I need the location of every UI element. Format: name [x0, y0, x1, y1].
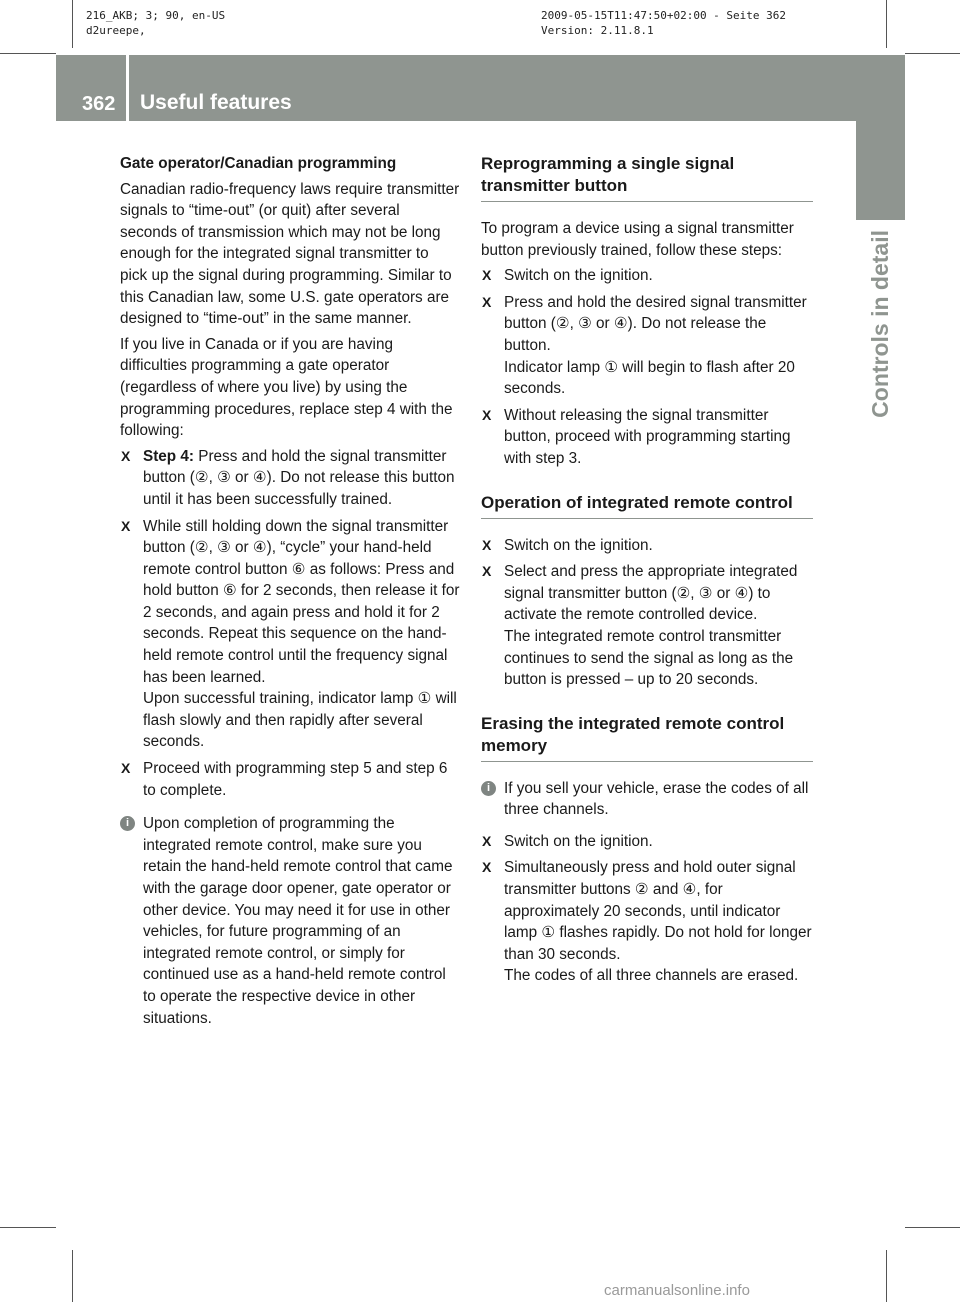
- print-meta-right: [541, 8, 786, 38]
- instruction-item: [481, 405, 813, 470]
- instruction-item: [481, 535, 813, 557]
- instruction-item: [481, 857, 813, 987]
- info-text: If you sell your vehicle, erase the codes of all three channels.: [504, 779, 809, 819]
- instruction-item: [481, 831, 813, 853]
- instruction-item: [120, 446, 460, 511]
- section-heading: Operation of integrated remote control: [481, 492, 813, 519]
- chapter-side-label-text: Controls in detail: [867, 230, 893, 418]
- crop-mark: [0, 53, 56, 54]
- crop-mark: [886, 0, 887, 48]
- side-tab: [856, 120, 905, 220]
- instruction-item: [481, 292, 813, 400]
- crop-mark: [72, 1250, 73, 1302]
- instruction-text: Switch on the ignition.: [504, 536, 653, 554]
- bullet-x-icon: X: [482, 832, 492, 849]
- bullet-x-icon: X: [482, 536, 492, 553]
- crop-mark: [905, 53, 960, 54]
- info-text: Upon completion of programming the integrated remote control, make sure you retain the hand-held remote control that came with the garage door opener, gate operator or other device. You may need it for use in other vehicles, for future programming of an integrated remote control, or simply for continued use as a hand-held remote control to operate the respective device in other situations.: [143, 815, 453, 1027]
- instruction-note: Upon successful training, indicator lamp ① will flash slowly and then rapidly after several seconds.: [143, 690, 457, 751]
- instruction-item: [481, 265, 813, 287]
- instruction-text: Switch on the ignition.: [504, 267, 653, 285]
- print-meta-line: 216_AKB; 3; 90, en-US: [86, 9, 226, 22]
- print-meta-line: d2ureepe,: [86, 24, 146, 37]
- instruction-text: Press and hold the desired signal transmitter button (②, ③ or ④). Do not release the button.: [504, 293, 807, 354]
- instruction-item: [120, 516, 460, 754]
- instruction-text: While still holding down the signal transmitter button (②, ③ or ④), “cycle” your hand-held remote control button ⑥ as follows: Press and hold button ⑥ for 2 seconds, then release it for 2 seconds, and again press and hold it for 2 seconds. Repeat this sequence on the hand-held remote control until the frequency signal has been learned.: [143, 517, 460, 686]
- info-note: [481, 778, 813, 821]
- instruction-text: Proceed with programming step 5 and step 6 to complete.: [143, 760, 448, 799]
- bullet-x-icon: X: [482, 563, 492, 580]
- paragraph: Canadian radio-frequency laws require transmitter signals to “time-out” (or quit) after several seconds of transmission which may not be long enough for the integrated signal transmitter to pick up the signal during programming. Similar to this Canadian law, some U.S. gate operators are designed to “time-out” in the same manner.: [120, 180, 460, 328]
- paragraph: To program a device using a signal transmitter button previously trained, follow these steps:: [481, 220, 794, 259]
- print-meta-line: 2009-05-15T11:47:50+02:00 - Seite 362: [541, 9, 787, 22]
- crop-mark: [886, 1250, 887, 1302]
- crop-mark: [72, 0, 73, 48]
- instruction-text: Simultaneously press and hold outer signal transmitter buttons ② and ④, for approximately 20 seconds, until indicator lamp ① flashes rapidly. Do not hold for longer than 30 seconds.: [504, 859, 812, 963]
- instruction-text: Without releasing the signal transmitter button, proceed with programming starting with step 3.: [504, 406, 791, 467]
- crop-mark: [0, 1227, 56, 1228]
- print-meta-line: Version: 2.11.8.1: [541, 24, 654, 37]
- info-note: [120, 813, 460, 1029]
- section-heading: Erasing the integrated remote control memory: [481, 713, 813, 762]
- left-column: [120, 153, 460, 1033]
- section-title: Useful features: [140, 91, 292, 114]
- info-icon: i: [120, 816, 135, 831]
- bullet-x-icon: X: [121, 517, 131, 534]
- watermark-link[interactable]: carmanualsonline.info: [604, 1282, 750, 1299]
- chapter-side-label: [856, 230, 905, 560]
- page-number: 362: [82, 93, 116, 115]
- crop-mark: [905, 1227, 960, 1228]
- banner-divider: [126, 55, 129, 121]
- info-icon: i: [481, 781, 496, 796]
- right-column: [481, 153, 813, 992]
- section-heading: Reprogramming a single signal transmitter button: [481, 153, 813, 202]
- instruction-note: The integrated remote control transmitter continues to send the signal as long as the button is pressed – up to 20 seconds.: [504, 627, 794, 689]
- bullet-x-icon: X: [482, 267, 492, 284]
- paragraph: If you live in Canada or if you are having difficulties programming a gate operator (regardless of where you live) by using the programming procedures, replace step 4 with the following:: [120, 335, 453, 440]
- print-meta-left: [86, 8, 225, 38]
- instruction-text: Switch on the ignition.: [504, 832, 653, 850]
- instruction-item: [481, 561, 813, 691]
- subsection-heading: Gate operator/Canadian programming: [120, 155, 397, 172]
- instruction-item: [120, 758, 460, 801]
- bullet-x-icon: X: [482, 293, 492, 310]
- bullet-x-icon: X: [121, 447, 131, 464]
- step-text: Press and hold the signal transmitter button (②, ③ or ④). Do not release this button until it has been successfully trained.: [143, 447, 455, 508]
- bullet-x-icon: X: [121, 760, 131, 777]
- instruction-note: Indicator lamp ① will begin to flash after 20 seconds.: [504, 358, 795, 398]
- bullet-x-icon: X: [482, 859, 492, 876]
- bullet-x-icon: X: [482, 406, 492, 423]
- instruction-text: Select and press the appropriate integrated signal transmitter button (②, ③ or ④) to activate the remote controlled device.: [504, 563, 798, 624]
- instruction-note: The codes of all three channels are erased.: [504, 967, 799, 985]
- step-label: Step 4:: [143, 447, 194, 465]
